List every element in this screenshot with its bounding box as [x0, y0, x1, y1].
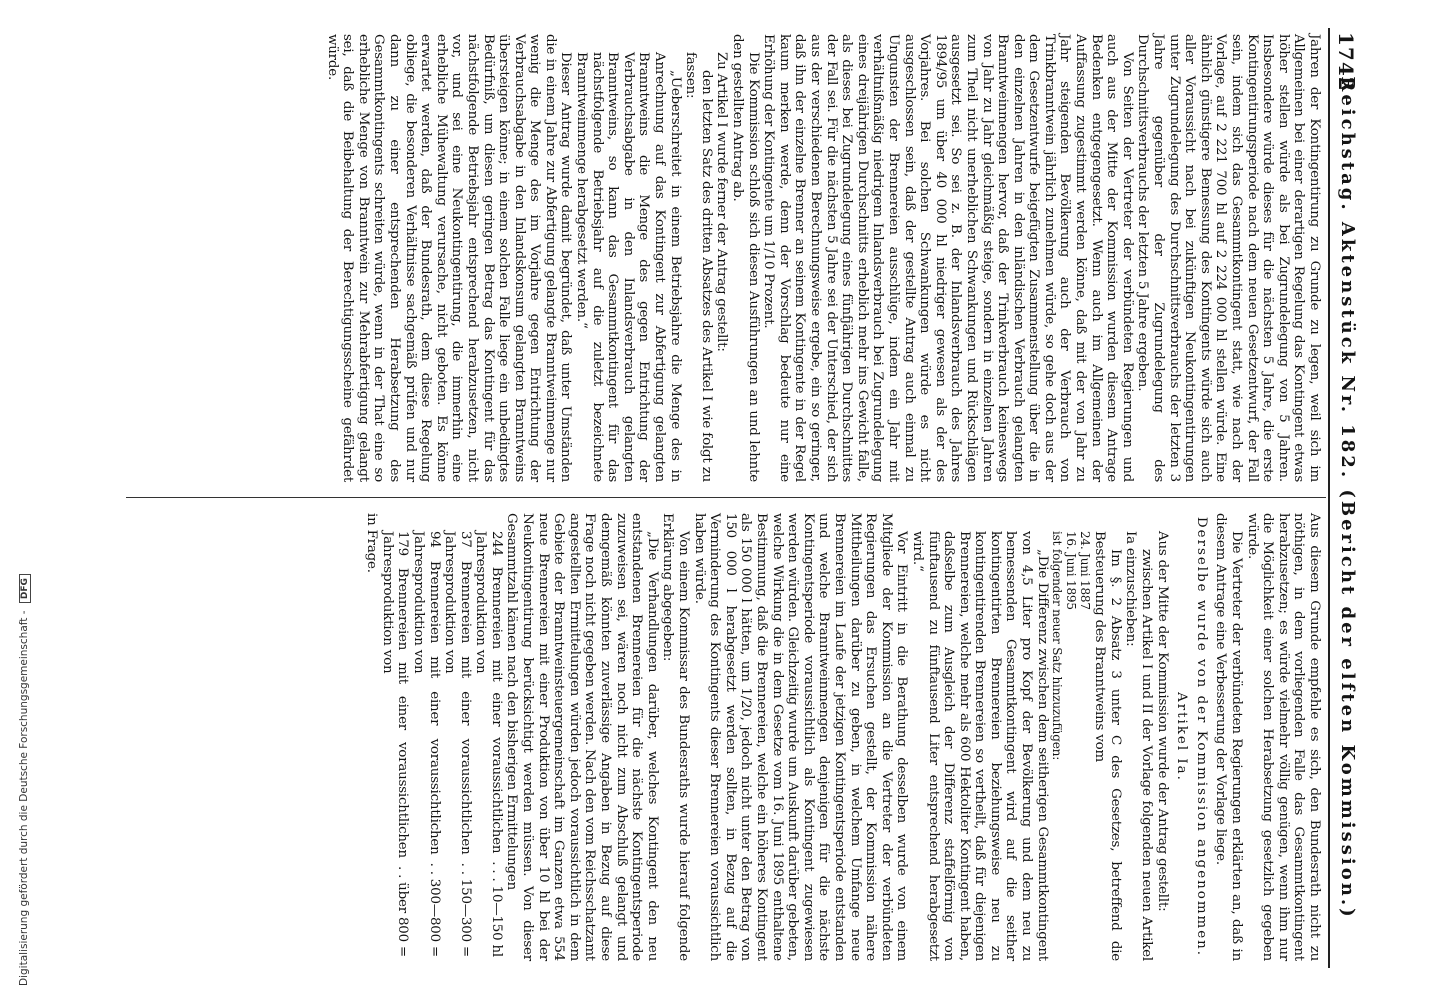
rotated-document-page: [80, 28, 1360, 968]
paragraph: Die Vertreter der verbündeten Regierungen erklärten an, daß in diesem Antrage eine Verbesserung der Vorlage liege.: [1213, 513, 1245, 961]
distribution-row: [442, 531, 473, 957]
digitization-note: [2, 426, 28, 986]
distribution-label: 37 Brennereien mit einer voraussichtlichen Jahresproduktion von: [442, 531, 473, 855]
dfg-logo: DFG: [19, 574, 31, 603]
law-date: 24. Juni 1887: [1077, 531, 1092, 610]
closing-text: in Frage.: [364, 513, 380, 573]
quoted-article: „Die Differenz zwischen dem seitherigen Gesammtkontingent von 4,5 Liter pro Kopf der Bevölkerung und dem neu zu bemessenden Gesammtkontingent wird auf die seither kontingentirten Brennereien beziehungsweise neu zu kontingentirenden Brennereien so vertheilt, daß für diejenigen Brennereien, welche mehr als 600 Hektoliter Kontingent haben, daßselbe zum Ausgleich der Differenz staffelförmig von fünftausend zu fünftausend Liter entsprechend herabgesetzt wird.“: [909, 531, 1050, 961]
motion-text: Im §. 2 Absatz 3 unter C des Gesetzes, betreffend die Besteuerung des Branntweins vom: [1092, 531, 1123, 961]
distribution-value: . . über 800 =: [395, 865, 411, 957]
law-date: 16. Juni 1895: [1063, 531, 1078, 610]
page-header: [1328, 28, 1360, 968]
paragraph: „Die Verhandlungen darüber, welches Kontingent den neu entstandenen Brennereien für die nächste Kontingentsperiode zuzuweisen sei, wären noch nicht zum Abschluß gelangt und demgemäß könnten zuverlässige Angaben in Bezug auf diese Frage noch nicht gegeben werden. Nach den vom Reichsschatzamt angestellten Ermittelungen würden jedoch voraussichtlich in dem Gebiete der Branntweinsteuergemeinschaft im Ganzen etwa 554 neue Brennereien mit einer Produktion von über 10 hl bei der Neukontingentirung berücksichtigt werden müssen. Von dieser Gesammtzahl kämen nach den bisherigen Ermittelungen: [504, 513, 660, 961]
distribution-value: . . 150—300 =: [457, 862, 473, 957]
paragraph: Zu Artikel I wurde ferner der Antrag gestellt:: [714, 52, 730, 352]
left-column: [324, 34, 1322, 482]
page-title: Reichstag. Aktenstück Nr. 182. (Bericht der elften Kommission.): [1337, 76, 1358, 920]
law-dates-suffix: ist folgender neuer Satz hinzuzufügen:: [1049, 531, 1064, 761]
distribution-row: [473, 531, 504, 957]
distribution-value: . . . 10—150 hl: [488, 861, 504, 957]
paragraph: Aus diesem Grunde empfehle es sich, den Bundesrath nicht zu nöthigen, in dem vorliegenden Falle das Gesammtkontingent herabzusetzen; es würde vielmehr völlig genügen, wenn ihm nur die Möglichkeit einer solchen Herabsetzung gesetzlich gegeben würde.: [1244, 513, 1322, 961]
distribution-label: 179 Brennereien mit einer voraussichtlichen Jahresproduktion von: [379, 531, 411, 858]
motion-text: zwischen Artikel I und II der Vorlage folgenden neuen Artikel Ia einzuschieben:: [1123, 531, 1155, 961]
page-number: 1742: [1334, 32, 1358, 92]
paragraph: Jahren der Kontingentirung zu Grunde zu legen, weil sich im Allgemeinen bei einer derartigen Regelung das Kontingent etwas höher stellen würde als bei Zugrundelegung von 5 Jahren. Insbesondere würde dieses für die nächsten 5 Jahre, die erste Kontingentirungsperiode nach dem neuen Gesetzentwurf, der Fall sein, indem sich das Gesammtkontingent statt, wie nach der Vorlage, auf 2 221 700 hl auf 2 224 000 hl stellen würde. Eine ähnlich günstigere Bemessung des Kontingents würde sich auch aller Voraussicht nach bei zukünftigen Neukontingentirungen unter Zugrundelegung des Durchschnittsverbrauchs der letzten 3 Jahre gegenüber der Zugrundelegung des Durchschnittsverbrauchs der letzten 5 Jahre ergeben.: [1135, 34, 1322, 482]
funding-text: Digitalisierung gefördert durch die Deutsche Forschungsgemeinschaft -: [18, 610, 30, 986]
paragraph: Vor Eintritt in die Berathung desselben wurde von einem Mitgliede der Kommission an die Vertreter der verbündeten Regierungen das Ersuchen gestellt, der Kommission nähere Mittheilungen darüber zu geben, in welchem Umfange neue Brennereien im Laufe der jetzigen Kontingentsperiode entstanden und welche Branntweinmengen denjenigen für die nächste Kontingentsperiode voraussichtlich als Kontingent zugewiesen werden würden. Gleichzeitig wurde um Auskunft darüber gebeten, welche Wirkung die in dem Gesetze vom 16. Juni 1895 enthaltene Bestimmung, daß die Brennereien, welche ein höheres Kontingent als 150 000 l hätten, um 1/20, jedoch nicht unter den Betrag von 150 000 l herabgesetzt werden sollten, in Bezug auf die Verminderung des Kontingents dieser Brennereien voraussichtlich haben würde.: [691, 513, 910, 961]
distribution-row: [410, 531, 441, 957]
law-dates: [1050, 531, 1092, 961]
right-column: [364, 513, 1322, 961]
distribution-row: [379, 531, 410, 957]
paragraph: Von einem Kommissar des Bundesraths wurde hierauf folgende Erklärung abgegeben:: [660, 513, 692, 961]
article-heading: Artikel Ia.: [1174, 692, 1190, 782]
distribution-value: . . 300—800 =: [426, 862, 442, 957]
distribution-label: 244 Brennereien mit einer voraussichtlichen Jahresproduktion von: [473, 531, 504, 854]
paragraph: Aus der Mitte der Kommission wurde der Antrag gestellt:: [1154, 531, 1170, 912]
digitization-note-text: [18, 574, 31, 986]
paragraph: Dieser Antrag wurde damit begründet, daß unter Umständen die in einem Jahre zur Abfertigung gelangte Branntweinmenge nur wenig die Menge des im Vorjahre gegen Entrichtung der Verbrauchsabgabe in den Inlandskonsum gelangten Branntweins übersteigen könne; in einem solchen Falle liege ein unbedingtes Bedürfniß, um diesen geringen Betrag das Kontingent für das nächstfolgende Betriebsjahr entsprechend herabzusetzen, nicht vor, und sei eine Neukontingentirung, die immerhin eine erhebliche Mühewaltung verursache, nicht geboten. Es könne erwartet werden, daß der Bundesrath, dem diese Regelung obliege, die besonderen Verhältnisse sachgemäß prüfen und nur dann zu einer entsprechenden Herabsetzung des Gesammtkontingents schreiten würde, wenn in der That eine so erhebliche Menge von Branntwein zur Mehrabfertigung gelangt sei, daß die Beibehaltung der Berechtigungsscheine gefährdet würde.: [324, 34, 574, 482]
resolution-line: Derselbe wurde von der Kommission angenommen.: [1193, 516, 1209, 958]
distribution-label: 94 Brennereien mit einer voraussichtlichen Jahresproduktion von: [410, 531, 442, 855]
paragraph: Die Kommission schloß sich diesen Ausführungen an und lehnte den gestellten Antrag ab.: [730, 34, 761, 482]
motion-text: den letzten Satz des dritten Absatzes des Artikel I wie folgt zu fassen:: [683, 52, 714, 482]
quoted-amendment: „Ueberschreitet in einem Betriebsjahre die Menge des in Anrechnung auf das Kontingent zur Abfertigung gelangten Branntweins die Menge des gegen Entrichtung der Verbrauchsabgabe in den Inlandsverbrauch gelangten Branntweins, so kann das Gesammtkontingent für das nächstfolgende Betriebsjahr auf die zuletzt bezeichnete Branntweinmenge herabgesetzt werden.“: [574, 52, 683, 482]
column-divider: [126, 497, 1326, 498]
paragraph: Von Seiten der Vertreter der verbündeten Regierungen und auch aus der Mitte der Kommission wurden diesem Antrage Bedenken entgegengesetzt. Wenn auch im Allgemeinen der Auffassung zugestimmt werden könne, daß mit der von Jahr zu Jahr steigenden Bevölkerung auch der Verbrauch von Trinkbranntwein jährlich zunehmen würde, so gehe doch aus der dem Gesetzentwurfe beigefügten Zusammenstellung über die in den einzelnen Jahren in den inländischen Verbrauch gelangten Branntweinmengen hervor, daß der Trinkverbrauch keineswegs von Jahr zu Jahr gleichmäßig steige, sondern in einzelnen Jahren zum Theil nicht unerheblichen Schwankungen und Rückschlägen ausgesetzt sei. So sei z. B. der Inlandsverbrauch des Jahres 1894/95 um über 40 000 hl niedriger gewesen als der des Vorjahres. Bei solchen Schwankungen würde es nicht ausgeschlossen sein, daß der gestellte Antrag auch einmal zu Ungunsten der Brennereien ausschlüge, indem ein Jahr mit verhältnißmäßig niedrigem Inlandsverbrauch bei Zugrundelegung eines dreijährigen Durchschnitts erheblich mehr ins Gewicht falle, als dieses bei Zugrundelegung eines fünfjährigen Durchschnittes der Fall sei. Für die nächsten 5 Jahre sei der Unterschied, der sich aus der verschiedenen Berechnungsweise ergebe, ein so geringer, daß ihn der einzelne Brenner an seinem Kontingente in der Regel kaum merken werde, denn der Vorschlag bedeute nur eine Erhöhung der Kontingente um 1/10 Prozent.: [761, 34, 1135, 482]
